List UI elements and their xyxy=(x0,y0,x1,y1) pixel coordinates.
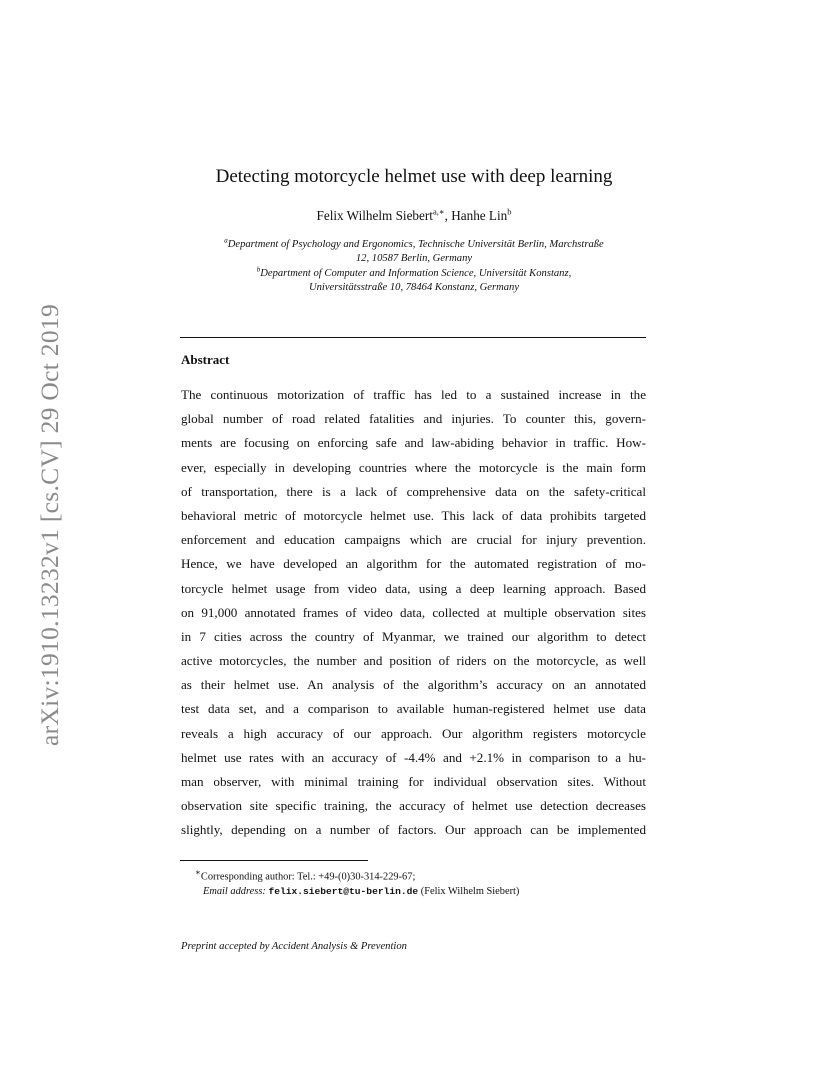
preprint-note: Preprint accepted by Accident Analysis & Prevention xyxy=(181,941,407,952)
affiliation-text: Department of Psychology and Ergonomics, Technische Universität Berlin, Marchstraße xyxy=(227,239,604,250)
abstract-line: global number of road related fatalities and injuries. To counter this, govern- xyxy=(181,411,646,427)
arxiv-identifier-stamp: arXiv:1910.13232v1 [cs.CV] 29 Oct 2019 xyxy=(35,303,64,747)
abstract-line: as their helmet use. An analysis of the algorithm’s accuracy on an annotated xyxy=(181,677,646,693)
abstract-line: Hence, we have developed an algorithm for the automated registration of mo- xyxy=(181,556,646,572)
abstract-line: torcycle helmet usage from video data, using a deep learning approach. Based xyxy=(181,580,646,596)
author-affiliation-marker: a,∗ xyxy=(432,206,445,217)
footnote-contact xyxy=(195,865,519,885)
author-affiliation-marker: b xyxy=(507,206,512,217)
abstract-line: observation site specific training, the accuracy of helmet use detection decreases xyxy=(181,798,646,814)
email-owner: (Felix Wilhelm Siebert) xyxy=(420,885,520,897)
affiliation-block xyxy=(0,238,828,296)
abstract-heading: Abstract xyxy=(181,352,230,367)
affiliation-text: 12, 10587 Berlin, Germany xyxy=(355,253,473,265)
affiliation-a xyxy=(0,238,828,252)
corresponding-author-footnote xyxy=(195,865,519,899)
footnote-rule xyxy=(180,860,368,861)
paper-title: Detecting motorcycle helmet use with deep learning xyxy=(215,166,613,187)
affiliation-marker: a xyxy=(224,236,228,245)
author-list xyxy=(0,207,828,225)
abstract-line: test data set, and a comparison to available human-registered helmet use data xyxy=(181,701,646,717)
author-name: Hanhe Lin xyxy=(451,208,508,223)
footnote-phone: Corresponding author: Tel.: +49-(0)30-314-229-67; xyxy=(200,871,416,883)
email-label: Email address: xyxy=(203,885,266,897)
footnote-email-line xyxy=(195,885,519,900)
abstract-line: on 91,000 annotated frames of video data, collected at multiple observation sites xyxy=(181,604,646,620)
abstract-line: ments are focusing on enforcing safe and law-abiding behavior in traffic. How- xyxy=(181,435,646,451)
affiliation-b xyxy=(0,267,828,281)
author-separator: , xyxy=(444,208,452,223)
abstract-line: helmet use rates with an accuracy of -4.4% and +2.1% in comparison to a hu- xyxy=(181,749,646,765)
abstract-line: active motorcycles, the number and position of riders on the motorcycle, as well xyxy=(181,653,646,669)
abstract-line: ever, especially in developing countries where the motorcycle is the main form xyxy=(181,459,646,475)
abstract-line: man observer, with minimal training for individual observation sites. Without xyxy=(181,774,646,789)
affiliation-marker: b xyxy=(256,265,261,274)
abstract-body xyxy=(181,383,646,843)
abstract-line: behavioral metric of motorcycle helmet use. This lack of data prohibits targeted xyxy=(181,507,646,523)
affiliation-text: Department of Computer and Information Science, Universität Konstanz, xyxy=(260,267,572,279)
abstract-line: of transportation, there is a lack of comprehensive data on the safety-critical xyxy=(181,483,646,499)
abstract-line: reveals a high accuracy of our approach. Our algorithm registers motorcycle xyxy=(181,725,646,741)
abstract-line: slightly, depending on a number of factors. Our approach can be implemented xyxy=(181,822,646,838)
abstract-line: The continuous motorization of traffic has led to a sustained increase in the xyxy=(181,387,646,402)
email-address: felix.siebert@tu-berlin.de xyxy=(268,885,419,897)
affiliation-text: Universitätsstraße 10, 78464 Konstanz, Germany xyxy=(308,282,520,294)
footnote-marker: ∗ xyxy=(195,867,201,877)
abstract-line: enforcement and education campaigns which are crucial for injury prevention. xyxy=(181,532,646,548)
abstract-top-rule xyxy=(180,337,646,338)
author-name: Felix Wilhelm Siebert xyxy=(316,208,433,223)
abstract-line: in 7 cities across the country of Myanmar, we trained our algorithm to detect xyxy=(181,628,646,644)
